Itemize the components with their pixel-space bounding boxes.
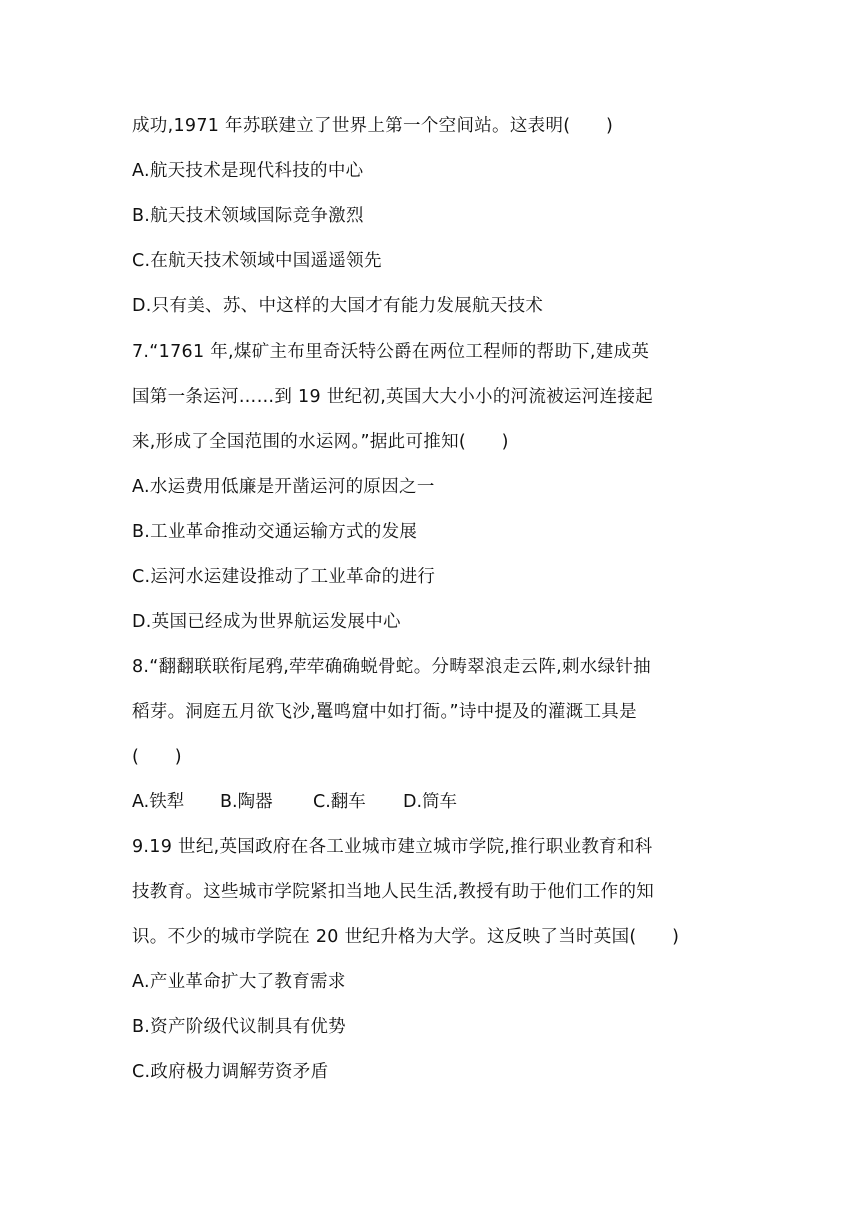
q8-options-row <box>132 790 457 814</box>
q9-option-b: B.资产阶级代议制具有优势 <box>132 1017 346 1037</box>
q8-option-d: D.筒车 <box>403 792 458 812</box>
q9-option-a: A.产业革命扩大了教育需求 <box>132 972 346 992</box>
q7-option-d: D.英国已经成为世界航运发展中心 <box>132 612 401 632</box>
q7-stem-line: 国第一条运河……到 19 世纪初,英国大大小小的河流被运河连接起 <box>132 387 654 407</box>
q8-option-b: B.陶器 <box>220 792 273 812</box>
q9-stem-line: 9.19 世纪,英国政府在各工业城市建立城市学院,推行职业教育和科 <box>132 837 653 857</box>
q6-option-b: B.航天技术领域国际竞争激烈 <box>132 206 364 226</box>
q9-stem-line: 识。不少的城市学院在 20 世纪升格为大学。这反映了当时英国( ) <box>132 927 680 947</box>
q7-option-b: B.工业革命推动交通运输方式的发展 <box>132 522 418 542</box>
q7-option-a: A.水运费用低廉是开凿运河的原因之一 <box>132 477 435 497</box>
q8-stem-line: 稻芽。洞庭五月欲飞沙,鼍鸣窟中如打衙。”诗中提及的灌溉工具是 <box>132 702 637 722</box>
q6-option-d: D.只有美、苏、中这样的大国才有能力发展航天技术 <box>132 296 544 316</box>
q7-stem-line: 7.“1761 年,煤矿主布里奇沃特公爵在两位工程师的帮助下,建成英 <box>132 342 650 362</box>
q8-stem-line: 8.“翻翻联联衔尾鸦,荦荦确确蜕骨蛇。分畴翠浪走云阵,刺水绿针抽 <box>132 657 651 677</box>
q9-option-c: C.政府极力调解劳资矛盾 <box>132 1062 329 1082</box>
q6-option-c: C.在航天技术领域中国遥遥领先 <box>132 251 382 271</box>
q6-option-a: A.航天技术是现代科技的中心 <box>132 161 364 181</box>
q9-stem-line: 技教育。这些城市学院紧扣当地人民生活,教授有助于他们工作的知 <box>132 882 655 902</box>
q8-stem-line: ( ) <box>132 747 182 767</box>
q7-option-c: C.运河水运建设推动了工业革命的进行 <box>132 567 436 587</box>
q8-option-c: C.翻车 <box>313 792 366 812</box>
q8-option-a: A.铁犁 <box>132 792 185 812</box>
q6-stem-line: 成功,1971 年苏联建立了世界上第一个空间站。这表明( ) <box>132 116 614 136</box>
q7-stem-line: 来,形成了全国范围的水运网。”据此可推知( ) <box>132 432 509 452</box>
